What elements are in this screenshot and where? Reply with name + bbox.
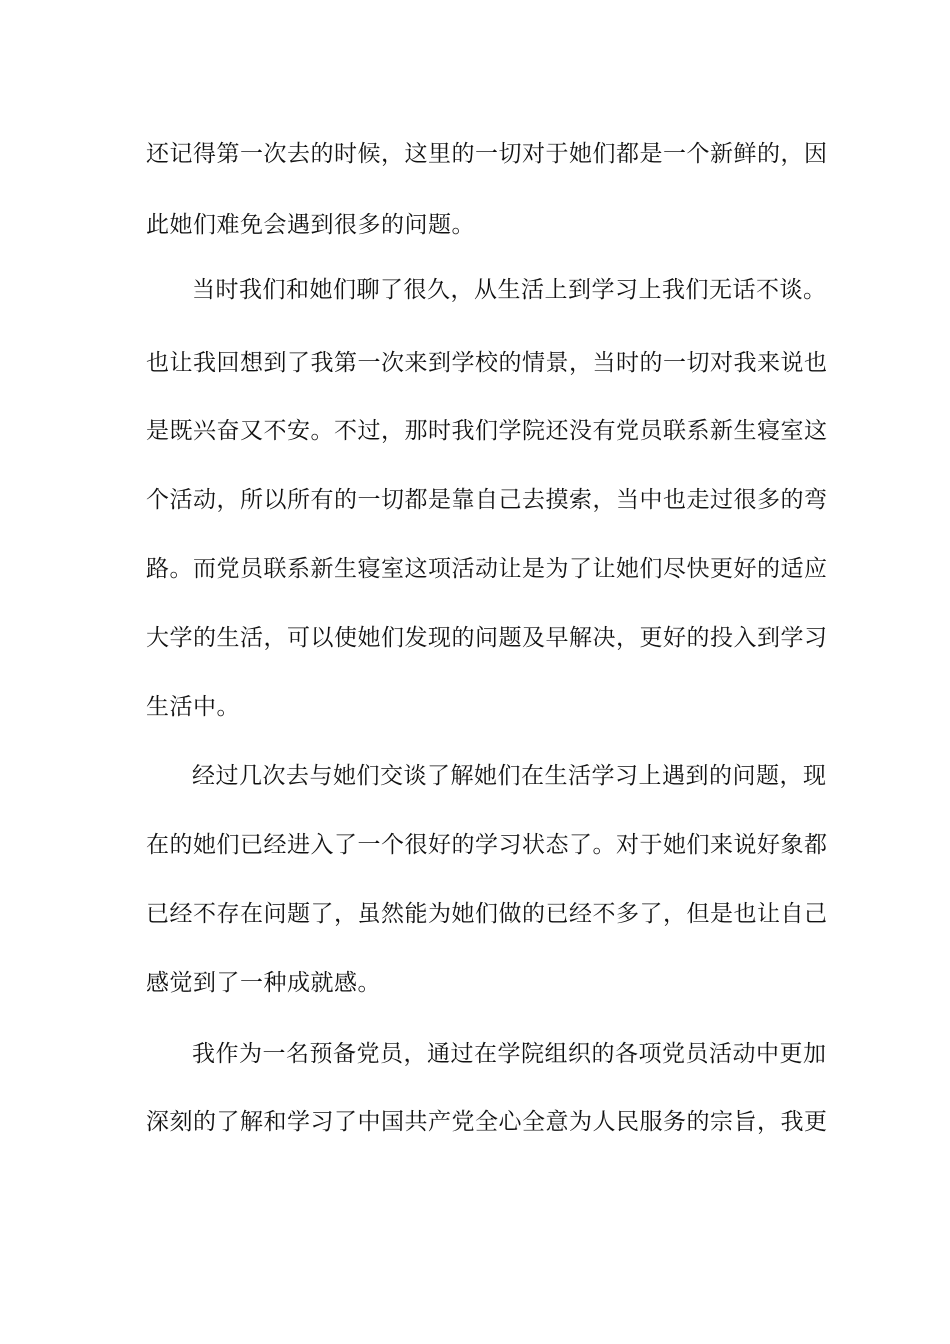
text-line: 当时我们和她们聊了很久，从生活上到学习上我们无话不谈。 [192, 277, 827, 303]
text-line: 也让我回想到了我第一次来到学校的情景，当时的一切对我来说也 [146, 350, 828, 376]
text-line: 大学的生活，可以使她们发现的问题及早解决，更好的投入到学习 [146, 625, 828, 651]
text-line: 还记得第一次去的时候，这里的一切对于她们都是一个新鲜的，因 [146, 141, 828, 167]
text-line: 在的她们已经进入了一个很好的学习状态了。对于她们来说好象都 [146, 832, 828, 858]
text-line: 此她们难免会遇到很多的问题。 [146, 212, 475, 238]
text-line: 我作为一名预备党员，通过在学院组织的各项党员活动中更加 [192, 1041, 827, 1067]
text-line: 是既兴奋又不安。不过，那时我们学院还没有党员联系新生寝室这 [146, 418, 828, 444]
text-line: 生活中。 [146, 694, 240, 720]
text-line: 感觉到了一种成就感。 [146, 970, 381, 996]
text-line: 深刻的了解和学习了中国共产党全心全意为人民服务的宗旨，我更 [146, 1109, 828, 1135]
text-line: 路。而党员联系新生寝室这项活动让是为了让她们尽快更好的适应 [146, 556, 828, 582]
text-line: 个活动，所以所有的一切都是靠自己去摸索，当中也走过很多的弯 [146, 487, 828, 513]
text-line: 经过几次去与她们交谈了解她们在生活学习上遇到的问题，现 [192, 763, 827, 789]
text-line: 已经不存在问题了，虽然能为她们做的已经不多了，但是也让自己 [146, 901, 828, 927]
